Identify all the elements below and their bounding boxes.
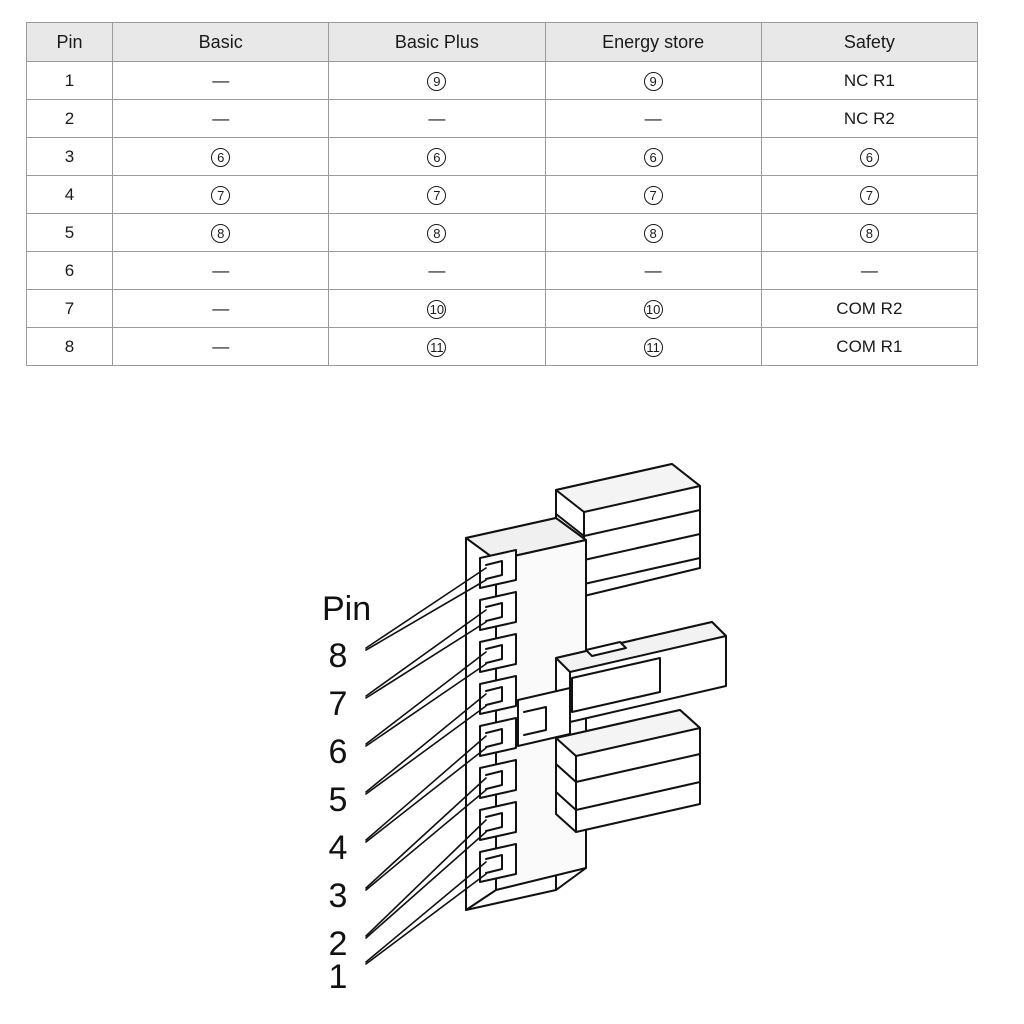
cell-basic	[113, 62, 329, 100]
cell-basic	[113, 176, 329, 214]
pin-label-3: 3	[328, 877, 348, 915]
value-dash: —	[212, 70, 230, 90]
column-header-basic: Basic	[113, 23, 329, 62]
value-circled: 6	[860, 148, 879, 167]
table-row	[27, 100, 978, 138]
table-header	[27, 23, 978, 62]
value-circled: 7	[211, 186, 230, 205]
value-circled: 7	[427, 186, 446, 205]
value-circled: 9	[644, 72, 663, 91]
cell-energy-store	[545, 62, 761, 100]
cell-safety	[761, 214, 977, 252]
connector-diagram	[0, 400, 1024, 1024]
cell-energy-store	[545, 138, 761, 176]
pin-label-1: 1	[328, 958, 348, 996]
cell-basic-plus	[329, 290, 545, 328]
value-circled: 8	[427, 224, 446, 243]
value-circled: 11	[427, 338, 446, 357]
cell-energy-store	[545, 100, 761, 138]
value-circled: 6	[427, 148, 446, 167]
table-row	[27, 290, 978, 328]
pin-label-2: 2	[328, 925, 348, 963]
cell-energy-store	[545, 214, 761, 252]
pin-label-8: 8	[328, 637, 348, 675]
cell-basic	[113, 100, 329, 138]
value-dash: —	[428, 260, 446, 280]
value-circled: 7	[644, 186, 663, 205]
column-header-safety: Safety	[761, 23, 977, 62]
cell-basic-plus	[329, 176, 545, 214]
table-header-row	[27, 23, 978, 62]
value-circled: 6	[644, 148, 663, 167]
value-circled: 11	[644, 338, 663, 357]
cell-basic-plus	[329, 62, 545, 100]
column-header-basic-plus: Basic Plus	[329, 23, 545, 62]
column-header-energy-store: Energy store	[545, 23, 761, 62]
value-dash: —	[212, 336, 230, 356]
cell-safety: NC R1	[761, 62, 977, 100]
value-circled: 8	[860, 224, 879, 243]
cell-basic-plus	[329, 138, 545, 176]
value-dash: —	[212, 260, 230, 280]
cell-energy-store	[545, 290, 761, 328]
cell-pin: 6	[27, 252, 113, 290]
pin-title-label: Pin	[322, 590, 372, 628]
cell-basic-plus	[329, 100, 545, 138]
cell-basic	[113, 138, 329, 176]
cell-basic-plus	[329, 214, 545, 252]
cell-basic-plus	[329, 328, 545, 366]
cell-pin: 7	[27, 290, 113, 328]
cell-pin: 3	[27, 138, 113, 176]
cell-basic	[113, 290, 329, 328]
pin-label-6: 6	[328, 733, 348, 771]
cell-pin: 2	[27, 100, 113, 138]
cell-basic	[113, 328, 329, 366]
cell-energy-store	[545, 176, 761, 214]
table-row	[27, 328, 978, 366]
pin-label-4: 4	[328, 829, 348, 867]
cell-safety	[761, 176, 977, 214]
table-row	[27, 252, 978, 290]
pin-label-7: 7	[328, 685, 348, 723]
cell-basic	[113, 252, 329, 290]
cell-safety	[761, 252, 977, 290]
value-circled: 9	[427, 72, 446, 91]
table-body	[27, 62, 978, 366]
value-dash: —	[428, 108, 446, 128]
value-circled: 10	[644, 300, 663, 319]
cell-pin: 1	[27, 62, 113, 100]
column-header-pin: Pin	[27, 23, 113, 62]
cell-basic	[113, 214, 329, 252]
cell-safety: NC R2	[761, 100, 977, 138]
cell-pin: 4	[27, 176, 113, 214]
table-row	[27, 214, 978, 252]
value-circled: 8	[644, 224, 663, 243]
cell-safety: COM R1	[761, 328, 977, 366]
value-dash: —	[644, 108, 662, 128]
value-dash: —	[860, 260, 878, 280]
value-circled: 7	[860, 186, 879, 205]
value-circled: 10	[427, 300, 446, 319]
cell-safety: COM R2	[761, 290, 977, 328]
connector-body	[366, 464, 726, 964]
connector-illustration-svg	[0, 400, 1024, 1024]
table-row	[27, 138, 978, 176]
value-circled: 6	[211, 148, 230, 167]
value-circled: 8	[211, 224, 230, 243]
pin-label-5: 5	[328, 781, 348, 819]
cell-energy-store	[545, 252, 761, 290]
cell-basic-plus	[329, 252, 545, 290]
pin-assignment-table-container	[26, 22, 978, 366]
value-dash: —	[212, 298, 230, 318]
cell-pin: 8	[27, 328, 113, 366]
table-row	[27, 176, 978, 214]
value-dash: —	[644, 260, 662, 280]
value-dash: —	[212, 108, 230, 128]
cell-energy-store	[545, 328, 761, 366]
table-row	[27, 62, 978, 100]
cell-pin: 5	[27, 214, 113, 252]
pin-assignment-table	[26, 22, 978, 366]
cell-safety	[761, 138, 977, 176]
